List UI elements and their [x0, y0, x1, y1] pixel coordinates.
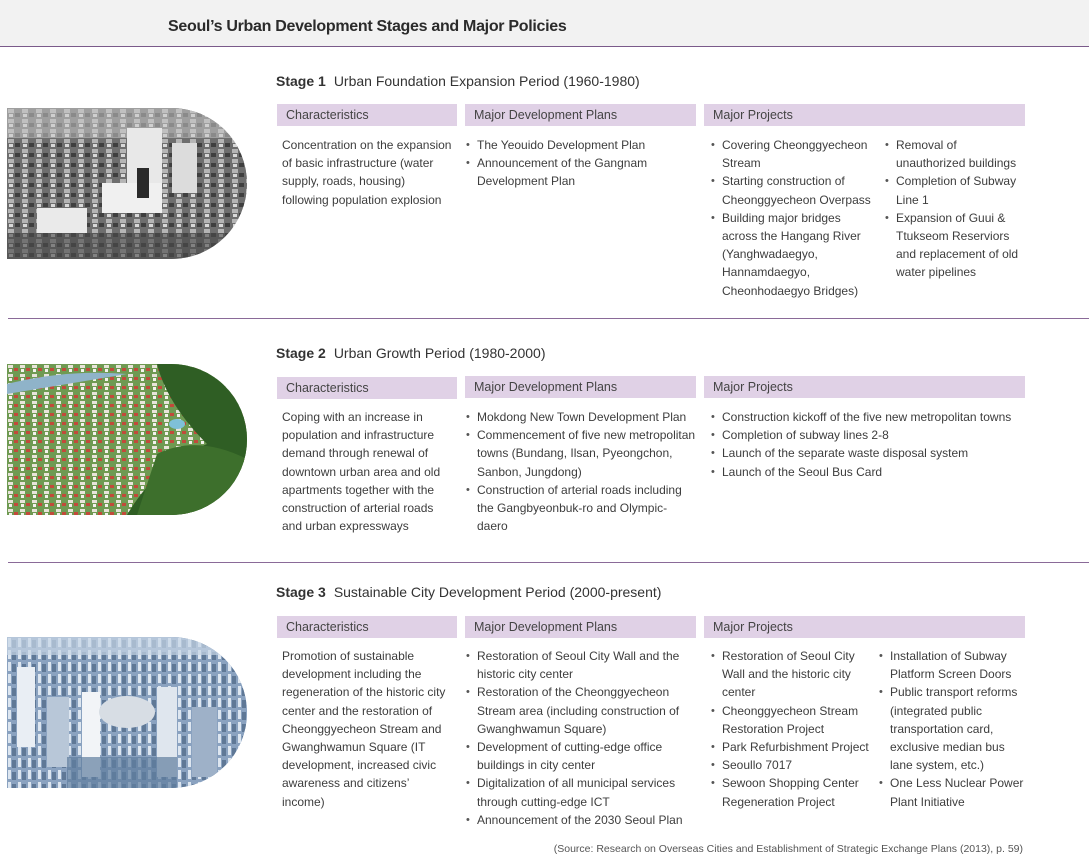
stage-3-title	[276, 584, 661, 600]
stage-2-photo	[7, 364, 247, 515]
list-item: • Commencement of five new metropolitan towns (Bundang, Ilsan, Pyeongchon, Sanbon, Jungdong)	[466, 426, 696, 481]
stage-divider	[8, 562, 1089, 563]
stage-3-projects-left-list	[711, 647, 877, 811]
list-item: • Seoullo 7017	[711, 756, 877, 774]
stage-1-photo	[7, 108, 247, 259]
stage-3-projects-right-list	[879, 647, 1029, 811]
stage-3-plans-list	[466, 647, 694, 829]
stage-3-period: Sustainable City Development Period (2000-present)	[333, 584, 662, 600]
stage-2-characteristics-text: Coping with an increase in population and infrastructure demand through renewal of downtown urban area and old apartments together with the construction of arterial roads and urban expressways	[282, 410, 441, 534]
list-item: • One Less Nuclear Power Plant Initiative	[879, 774, 1029, 810]
stage-2-plans-header: Major Development Plans	[465, 376, 696, 398]
stage-1-title	[276, 73, 640, 89]
list-item: • Restoration of Seoul City Wall and the historic city center	[466, 647, 694, 683]
stage-1-projects-header: Major Projects	[704, 104, 1025, 126]
stage-3-characteristics-text: Promotion of sustainable development including the regeneration of the historic city center and the restoration of Cheonggyecheon Stream and Gwanghwamun Square (IT development, increased civic awareness and citizens’ income)	[282, 649, 446, 809]
source-citation: (Source: Research on Overseas Cities and Establishment of Strategic Exchange Plans (2013), p. 59)	[553, 843, 1023, 855]
list-item: • Completion of subway lines 2-8	[711, 426, 1031, 444]
stage-1-number: Stage 1	[276, 73, 326, 89]
list-item: • Restoration of Seoul City Wall and the historic city center	[711, 647, 877, 702]
stage-2-characteristics-header: Characteristics	[277, 377, 457, 399]
stage-divider	[8, 318, 1089, 319]
list-item: • Cheonggyecheon Stream Restoration Project	[711, 702, 877, 738]
stage-1-projects-right-list	[885, 136, 1027, 282]
list-item: • Park Refurbishment Project	[711, 738, 877, 756]
list-item: • Public transport reforms (integrated public transportation card, exclusive median bus lane system, etc.)	[879, 683, 1029, 774]
list-item: • Digitalization of all municipal services through cutting-edge ICT	[466, 774, 694, 810]
list-item: • Completion of Subway Line 1	[885, 172, 1027, 208]
list-item: • Starting construction of Cheonggyecheon Overpass	[711, 172, 876, 208]
stage-2-title	[276, 345, 545, 361]
stage-2-number: Stage 2	[276, 345, 326, 361]
document-title: Seoul’s Urban Development Stages and Major Policies	[168, 18, 567, 35]
stage-1-plans-list	[466, 136, 691, 191]
list-item: • Restoration of the Cheonggyecheon Stream area (including construction of Gwanghwamun Square)	[466, 683, 694, 738]
list-item: • Announcement of the Gangnam Development Plan	[466, 154, 691, 190]
list-item: • Expansion of Guui & Ttukseom Reserviors and replacement of old water pipelines	[885, 209, 1027, 282]
stage-2-projects-header: Major Projects	[704, 376, 1025, 398]
stage-3-characteristics-header: Characteristics	[277, 616, 457, 638]
list-item: • Announcement of the 2030 Seoul Plan	[466, 811, 694, 829]
stage-2-period: Urban Growth Period (1980-2000)	[333, 345, 546, 361]
stage-1-characteristics-text: Concentration on the expansion of basic infrastructure (water supply, roads, housing) following population explosion	[282, 138, 452, 207]
list-item: • Development of cutting-edge office buildings in city center	[466, 738, 694, 774]
list-item: • Launch of the separate waste disposal system	[711, 444, 1031, 462]
stage-2-projects-list	[711, 408, 1031, 481]
list-item: • Removal of unauthorized buildings	[885, 136, 1027, 172]
list-item: • Launch of the Seoul Bus Card	[711, 463, 1031, 481]
list-item: • Sewoon Shopping Center Regeneration Project	[711, 774, 877, 810]
stage-3-photo	[7, 637, 247, 788]
list-item: • Installation of Subway Platform Screen Doors	[879, 647, 1029, 683]
stage-1-projects-left-list	[711, 136, 876, 300]
stage-1-plans-header: Major Development Plans	[465, 104, 696, 126]
list-item: • Construction of arterial roads including the Gangbyeonbuk-ro and Olympic-daero	[466, 481, 696, 536]
stage-1-characteristics-header: Characteristics	[277, 104, 457, 126]
stage-3-projects-header: Major Projects	[704, 616, 1025, 638]
stage-3-plans-header: Major Development Plans	[465, 616, 696, 638]
list-item: • Building major bridges across the Hangang River (Yanghwadaegyo, Hannamdaegyo, Cheonhodaegyo Bridges)	[711, 209, 876, 300]
stage-1-period: Urban Foundation Expansion Period (1960-1980)	[333, 73, 640, 89]
list-item: • Construction kickoff of the five new metropolitan towns	[711, 408, 1031, 426]
list-item: • Covering Cheonggyecheon Stream	[711, 136, 876, 172]
list-item: • Mokdong New Town Development Plan	[466, 408, 696, 426]
list-item: • The Yeouido Development Plan	[466, 136, 691, 154]
stage-2-plans-list	[466, 408, 696, 535]
stage-3-number: Stage 3	[276, 584, 326, 600]
